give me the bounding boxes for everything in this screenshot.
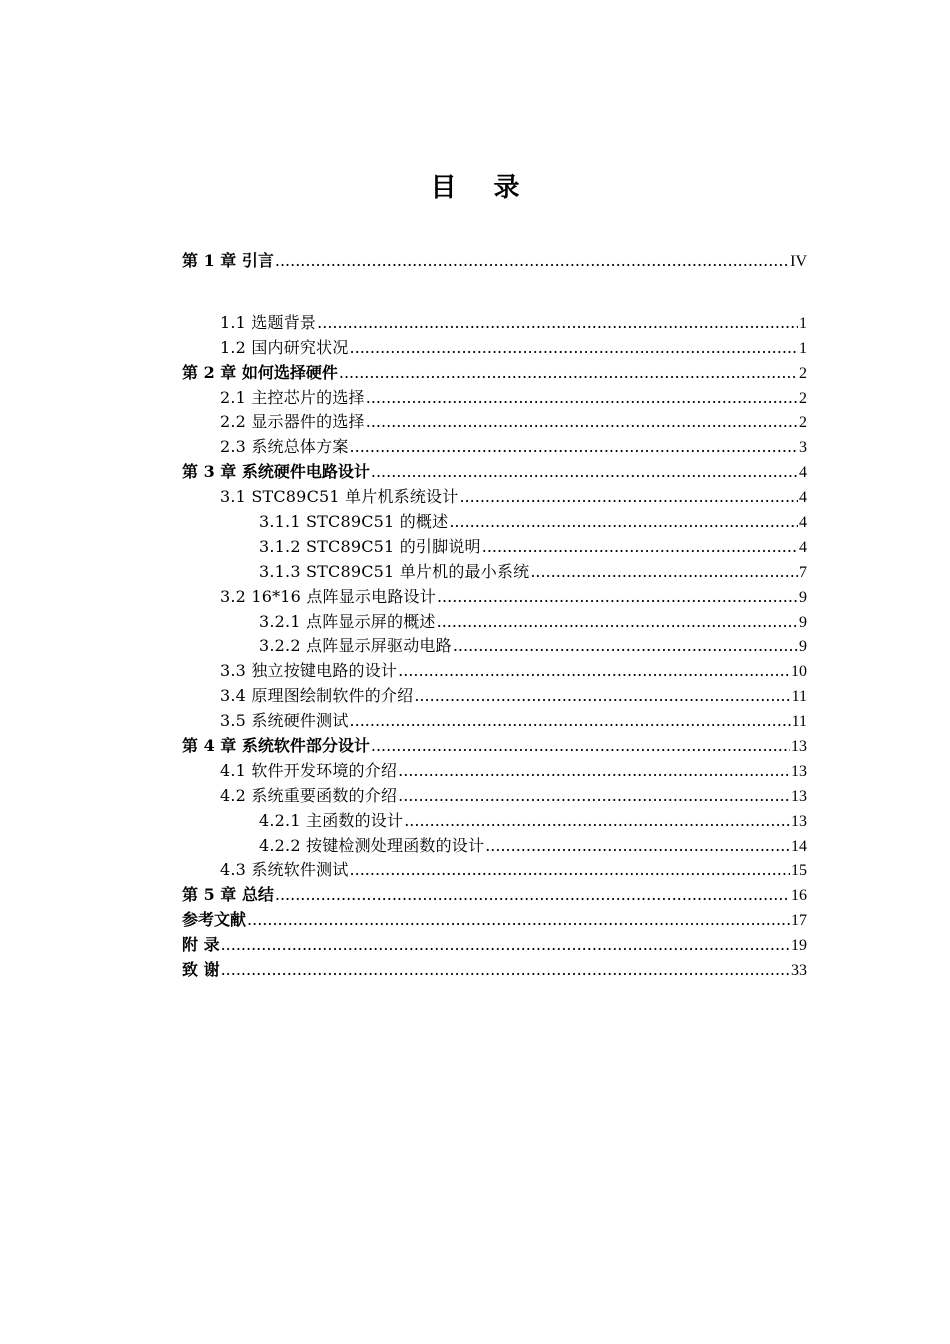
toc-page-number: 33	[791, 962, 807, 980]
toc-page-number: 16	[791, 887, 807, 905]
toc-dot-leader	[414, 684, 790, 709]
toc-entry[interactable]	[182, 709, 807, 734]
toc-entry-title: 第 2 章 如何选择硬件	[182, 362, 338, 382]
toc-entry[interactable]	[182, 634, 807, 659]
toc-dot-leader	[449, 510, 798, 535]
toc-entry[interactable]	[182, 361, 807, 386]
toc-page-number: 11	[791, 688, 807, 706]
toc-dot-leader	[437, 610, 798, 635]
toc-entry-title: 3.2.1 点阵显示屏的概述	[259, 611, 436, 631]
toc-entry-title: 第 1 章 引言	[182, 251, 274, 270]
toc-dot-leader	[398, 759, 790, 784]
toc-page-number: 4	[799, 464, 807, 482]
toc-entry[interactable]	[182, 510, 807, 535]
toc-entry-title: 2.2 显示器件的选择	[220, 412, 365, 432]
toc-entry[interactable]	[182, 560, 807, 585]
toc-entry[interactable]	[182, 659, 807, 684]
toc-dot-leader	[437, 585, 798, 610]
toc-page-number: 3	[799, 439, 807, 457]
toc-dot-leader	[275, 883, 790, 908]
toc-entry-title: 1.2 国内研究状况	[220, 337, 349, 357]
toc-entry-title: 2.3 系统总体方案	[220, 437, 349, 457]
toc-page-number: 4	[799, 514, 807, 532]
toc-page-number: 7	[799, 563, 807, 581]
toc-page-number: 1	[799, 339, 807, 357]
toc-entry-title: 第 5 章 总结	[182, 885, 274, 905]
toc-entry[interactable]	[182, 809, 807, 834]
toc-dot-leader	[221, 958, 790, 983]
toc-entry-title: 附 录	[182, 935, 220, 955]
toc-entry[interactable]	[182, 410, 807, 435]
toc-page-number: 1	[799, 314, 807, 332]
toc-page-number: 2	[799, 389, 807, 407]
toc-entry[interactable]	[182, 883, 807, 908]
toc-entry[interactable]	[182, 858, 807, 883]
toc-entry[interactable]	[182, 460, 807, 485]
toc-entry[interactable]	[182, 336, 807, 361]
toc-entry[interactable]	[182, 311, 807, 336]
toc-page-number: 15	[791, 862, 807, 880]
toc-dot-leader	[317, 311, 798, 336]
toc-entry-title: 4.3 系统软件测试	[220, 860, 349, 880]
toc-page-number: 4	[799, 489, 807, 507]
toc-entry[interactable]	[182, 933, 807, 958]
toc-dot-leader	[366, 386, 798, 411]
toc-entry-title: 致 谢	[182, 960, 220, 980]
toc-dot-leader	[350, 336, 798, 361]
toc-entry-title: 4.2.1 主函数的设计	[259, 810, 404, 830]
toc-entry-title: 1.1 选题背景	[220, 312, 317, 332]
toc-dot-leader	[398, 784, 790, 809]
toc-dot-leader	[247, 908, 790, 933]
toc-dot-leader	[485, 834, 790, 859]
toc-entry-title: 4.2.2 按键检测处理函数的设计	[259, 835, 485, 855]
toc-page-number: 2	[799, 364, 807, 382]
toc-dot-leader	[371, 734, 790, 759]
toc-entry-title: 3.1.2 STC89C51 的引脚说明	[259, 536, 481, 556]
toc-entry-title: 2.1 主控芯片的选择	[220, 387, 365, 407]
toc-page-number: 13	[791, 812, 807, 830]
toc-page-number: IV	[790, 253, 807, 270]
toc-entry-title: 3.1.3 STC89C51 单片机的最小系统	[259, 561, 530, 581]
toc-page-number: 14	[791, 837, 807, 855]
toc-dot-leader	[350, 435, 798, 460]
toc-entry-title: 3.2.2 点阵显示屏驱动电路	[259, 636, 452, 656]
toc-entry-title: 3.2 16*16 点阵显示电路设计	[220, 586, 436, 606]
toc-entry[interactable]	[182, 610, 807, 635]
toc-entry[interactable]	[182, 684, 807, 709]
toc-entry-title: 3.1.1 STC89C51 的概述	[259, 512, 449, 532]
toc-entry[interactable]	[182, 958, 807, 983]
toc-page-number: 9	[799, 588, 807, 606]
toc-dot-leader	[339, 361, 798, 386]
toc-entry-title: 3.3 独立按键电路的设计	[220, 661, 398, 681]
toc-entry-title: 3.4 原理图绘制软件的介绍	[220, 686, 414, 706]
toc-dot-leader	[350, 858, 790, 883]
toc-entry[interactable]	[182, 908, 807, 933]
toc-entry-title: 3.1 STC89C51 单片机系统设计	[220, 487, 459, 507]
toc-entry[interactable]	[182, 734, 807, 759]
toc-page-number: 10	[791, 663, 807, 681]
toc-dot-leader	[530, 560, 798, 585]
toc-page-number: 9	[799, 613, 807, 631]
toc-page-number: 13	[791, 787, 807, 805]
toc-entry-title: 第 3 章 系统硬件电路设计	[182, 462, 370, 482]
toc-page-number: 17	[791, 912, 807, 930]
toc-entry-title: 4.2 系统重要函数的介绍	[220, 785, 398, 805]
toc-entry[interactable]	[182, 485, 807, 510]
toc-page-number: 4	[799, 538, 807, 556]
toc-dot-leader	[366, 410, 798, 435]
table-of-contents	[182, 249, 807, 983]
toc-page-number: 13	[791, 762, 807, 780]
toc-entry[interactable]	[182, 585, 807, 610]
toc-entry-title: 3.5 系统硬件测试	[220, 711, 349, 731]
toc-entry[interactable]	[182, 386, 807, 411]
toc-entry-title: 4.1 软件开发环境的介绍	[220, 760, 398, 780]
toc-dot-leader	[404, 809, 790, 834]
toc-dot-leader	[459, 485, 798, 510]
toc-page-number: 19	[791, 937, 807, 955]
toc-page-number: 13	[791, 738, 807, 756]
toc-entry[interactable]	[182, 249, 807, 274]
toc-page-number: 2	[799, 414, 807, 432]
toc-entry[interactable]	[182, 535, 807, 560]
toc-dot-leader	[371, 460, 798, 485]
toc-dot-leader	[398, 659, 790, 684]
toc-entry[interactable]	[182, 834, 807, 859]
toc-page-number: 9	[799, 638, 807, 656]
toc-dot-leader	[453, 634, 798, 659]
page-title: 目 录	[430, 173, 534, 203]
toc-page-number: 11	[791, 713, 807, 731]
toc-entry-title: 参考文献	[182, 910, 247, 930]
toc-dot-leader	[350, 709, 791, 734]
toc-entry-title: 第 4 章 系统软件部分设计	[182, 736, 370, 756]
toc-entry[interactable]	[182, 435, 807, 460]
toc-entry[interactable]	[182, 759, 807, 784]
toc-entry[interactable]	[182, 784, 807, 809]
toc-dot-leader	[482, 535, 798, 560]
toc-dot-leader	[221, 933, 790, 958]
toc-dot-leader	[275, 249, 789, 274]
